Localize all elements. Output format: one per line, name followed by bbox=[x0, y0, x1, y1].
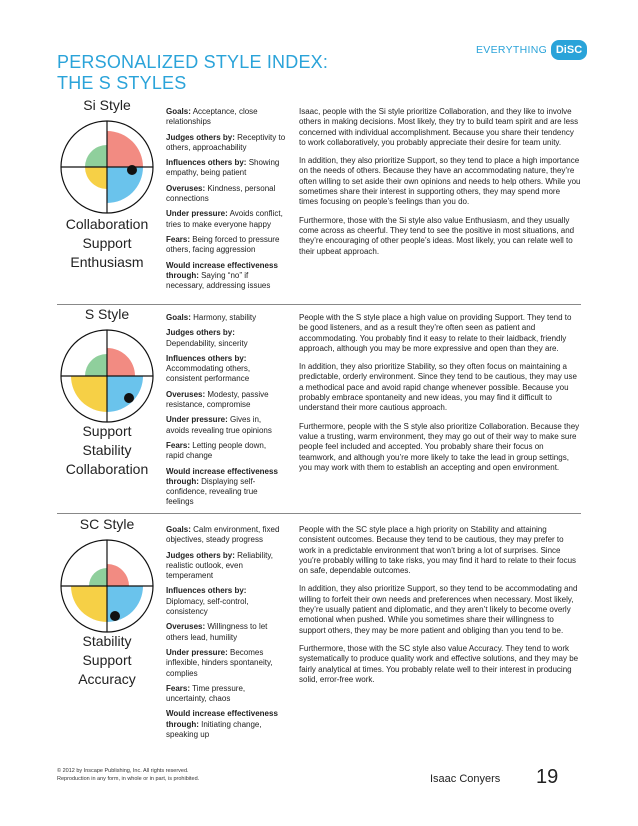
disc-map-s bbox=[57, 326, 157, 426]
description bbox=[299, 525, 581, 693]
copyright-notice: © 2012 by Inscape Publishing, Inc. All rights reserved. Reproduction in any form, in whole or in part, is prohibited. bbox=[57, 768, 200, 782]
style-name: Si Style bbox=[83, 97, 131, 113]
trait-overuses: Overuses: Kindness, personal connections bbox=[166, 183, 276, 204]
section-divider bbox=[57, 304, 581, 305]
priority-2: Support bbox=[82, 235, 132, 251]
priority-1: Stability bbox=[82, 633, 132, 649]
page-title bbox=[57, 52, 417, 94]
disc-map-sc bbox=[57, 536, 157, 636]
logo-badge: DiSC bbox=[551, 40, 587, 60]
trait-effectiveness: Would increase effectiveness through: Saying “no” if necessary, addressing issues bbox=[166, 260, 278, 291]
style-name: S Style bbox=[84, 306, 130, 322]
paragraph: Isaac, people with the Si style prioritize Collaboration, and they like to involve others in making decisions. Most likely, they try to build team spirit and are less concerned with individual accomplishment. Because you share their tendency to work collaboratively, you probably appreciate their desire for team unity. bbox=[299, 107, 579, 147]
priorities bbox=[57, 422, 157, 479]
trait-effectiveness: Would increase effectiveness through: Displaying self-confidence, revealing true feelings bbox=[166, 466, 278, 507]
paragraph: Furthermore, those with the SC style also value Accuracy. They tend to work systematically to produce quality work and effective solutions, and they may be fairly analytical at times. You probably relate well to their interest in producing solid, error-free work. bbox=[299, 643, 579, 684]
trait-overuses: Overuses: Modesty, passive resistance, compromise bbox=[166, 389, 269, 410]
page-number: 19 bbox=[536, 766, 559, 788]
trait-goals: Goals: Acceptance, close relationships bbox=[166, 107, 258, 127]
trait-goals: Goals: Calm environment, fixed objectives, steady progress bbox=[166, 525, 280, 545]
paragraph: Furthermore, people with the S style also prioritize Collaboration. Because they value a trusting, warm environment, they may go out of their way to make sure people feel included and accepted. You probably share their focus on teamwork, and although you’re more likely to take the lead in group settings, you may work with them to establish an accepting and open environment. bbox=[299, 421, 580, 472]
section-divider bbox=[57, 513, 581, 514]
trait-judges: Judges others by: Reliability, realistic outlook, even temperament bbox=[166, 550, 273, 581]
style-name: SC Style bbox=[79, 516, 135, 532]
priorities bbox=[57, 632, 157, 689]
dot-marker bbox=[124, 393, 134, 403]
dot-marker bbox=[127, 165, 137, 175]
paragraph: In addition, they also prioritize Support, so they tend to place a high importance on the needs of others. Because they have an accommodating nature, they’re often willing to set aside their own opinions and needs to help others. While you sometimes share their interest in supporting others, they may spend more times focusing on people’s feelings than you do. bbox=[299, 156, 581, 207]
page-title-line1: PERSONALIZED STYLE INDEX: bbox=[57, 52, 329, 72]
description bbox=[299, 313, 581, 481]
traits-list bbox=[166, 107, 286, 296]
dot-marker bbox=[110, 611, 120, 621]
paragraph: Furthermore, those with the Si style also value Enthusiasm, and they usually come across as cheerful. They tend to see the positive in most situations, and they’re encouraging of other people’s ideas. Most likely, you can relate well to their upbeat approach. bbox=[299, 215, 575, 256]
trait-effectiveness: Would increase effectiveness through: Initiating change, speaking up bbox=[166, 709, 278, 740]
trait-pressure: Under pressure: Becomes inflexible, hinders spontaneity, complies bbox=[166, 647, 273, 678]
style-section-si bbox=[0, 97, 638, 302]
traits-list bbox=[166, 313, 286, 513]
style-section-s bbox=[0, 306, 638, 511]
disc-map-si bbox=[57, 117, 157, 217]
trait-fears: Fears: Time pressure, uncertainty, chaos bbox=[166, 683, 246, 704]
page-title-line2: THE S STYLES bbox=[57, 73, 187, 93]
priority-3: Collaboration bbox=[65, 461, 149, 477]
trait-pressure: Under pressure: Avoids conflict, tries to make everyone happy bbox=[166, 209, 283, 229]
priority-1: Collaboration bbox=[65, 216, 149, 232]
priority-3: Accuracy bbox=[78, 671, 136, 687]
trait-judges: Judges others by: Receptivity to others, approachability bbox=[166, 132, 286, 152]
logo-word: EVERYTHING bbox=[476, 44, 548, 56]
priority-2: Stability bbox=[82, 442, 132, 458]
priority-3: Enthusiasm bbox=[70, 254, 144, 270]
everything-disc-logo bbox=[476, 40, 596, 60]
trait-overuses: Overuses: Willingness to let others lead, humility bbox=[166, 622, 268, 642]
trait-influences: Influences others by: Showing empathy, being patient bbox=[166, 158, 280, 178]
paragraph: In addition, they also prioritize Stability, so they often focus on maintaining a predictable, orderly environment. Since they tend to be cautious, they may use a methodical pace and avoid rapid change whenever possible. Because you probably embrace spontaneity and new ideas, you may find it difficult to understand their more cautious approach. bbox=[299, 362, 577, 413]
trait-influences: Influences others by: Diplomacy, self-control, consistency bbox=[166, 586, 249, 617]
trait-fears: Fears: Being forced to pressure others, facing aggression bbox=[166, 234, 280, 255]
priority-1: Support bbox=[82, 423, 132, 439]
paragraph: People with the SC style place a high priority on Stability and attaining consistent outcomes. Because they tend to be cautious, they may prefer to work in a predictable environment that won’t bring a lot of surprises. Since you’re probably willing to take risks, you may find it hard to relate to their focus on safe, dependable outcomes. bbox=[299, 525, 577, 576]
paragraph: People with the S style place a high value on providing Support. They tend to be good listeners, and as a result they’re often seen as patient and accommodating. You probably find it easy to relate to their laidback, friendly approach, although you may be more expressive and open than they are. bbox=[299, 313, 572, 353]
trait-fears: Fears: Letting people down, rapid change bbox=[166, 440, 267, 461]
trait-influences: Influences others by: Accommodating others, consistent performance bbox=[166, 353, 251, 384]
priorities bbox=[57, 215, 157, 272]
trait-goals: Goals: Harmony, stability bbox=[166, 313, 257, 322]
description bbox=[299, 107, 581, 265]
report-owner-name: Isaac Conyers bbox=[430, 773, 501, 785]
style-section-sc bbox=[0, 516, 638, 746]
paragraph: In addition, they also prioritize Support, so they tend to be accommodating and willing to forfeit their own needs and preferences when necessary. Most likely, they’re usually patient and diplomatic, and they aren’t likely to become overly emotional when pushed. While you sometimes share their willingness to support others, they may be more patient and obliging than you tend to be. bbox=[299, 584, 578, 635]
trait-judges: Judges others by: Dependability, sincerity bbox=[166, 328, 248, 348]
trait-pressure: Under pressure: Gives in, avoids revealing true opinions bbox=[166, 415, 272, 435]
traits-list bbox=[166, 525, 286, 745]
priority-2: Support bbox=[82, 652, 132, 668]
